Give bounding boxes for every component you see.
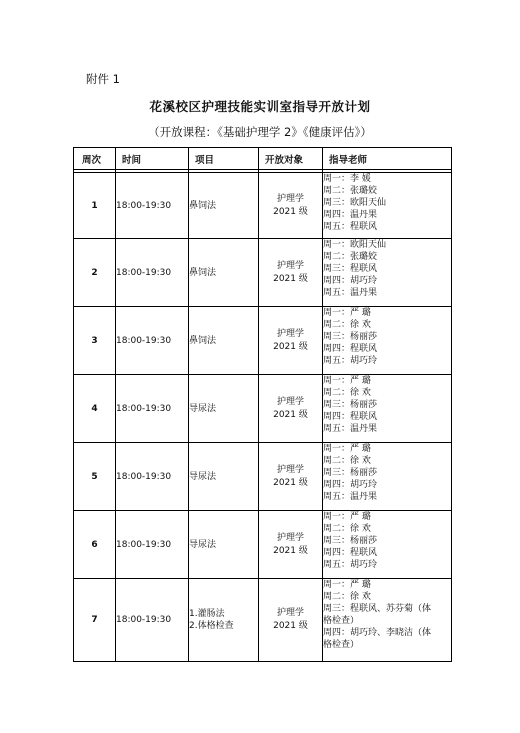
teacher-line: 周五：胡巧玲 bbox=[323, 356, 378, 366]
project-line: 1.灌肠法 bbox=[189, 609, 225, 619]
target-line: 护理学 bbox=[276, 396, 304, 407]
target-cell bbox=[259, 443, 323, 511]
teacher-line: 周五：温丹果 bbox=[323, 492, 378, 502]
time-cell: 18:00-19:30 bbox=[116, 239, 189, 307]
target-cell bbox=[259, 173, 323, 239]
teacher-line: 周三：杨丽莎 bbox=[323, 332, 378, 342]
project-cell bbox=[189, 443, 259, 511]
table-row bbox=[74, 579, 452, 662]
week-cell: 6 bbox=[74, 511, 116, 579]
project-line: 鼻饲法 bbox=[189, 200, 217, 211]
teacher-line: 周三：杨丽莎 bbox=[323, 400, 378, 410]
week-cell: 5 bbox=[74, 443, 116, 511]
target-line: 护理学 bbox=[276, 608, 304, 618]
week-cell: 4 bbox=[74, 375, 116, 443]
teacher-line: 周四：程联风 bbox=[323, 344, 378, 354]
time-cell: 18:00-19:30 bbox=[116, 443, 189, 511]
teacher-line: 周四：程联风 bbox=[323, 412, 378, 422]
teacher-line: 周四：胡巧玲 bbox=[323, 480, 378, 490]
target-line: 护理学 bbox=[276, 260, 304, 271]
project-cell bbox=[189, 239, 259, 307]
teacher-line: 周二：徐 欢 bbox=[323, 592, 371, 602]
target-line: 2021 级 bbox=[273, 545, 308, 556]
teacher-cell bbox=[323, 375, 452, 443]
teacher-line: 周五：温丹果 bbox=[323, 288, 378, 298]
week-cell: 1 bbox=[74, 173, 116, 239]
teacher-line: 周二：徐 欢 bbox=[323, 524, 371, 534]
teacher-line: 周五：胡巧玲 bbox=[323, 560, 378, 570]
attachment-label: 附件 1 bbox=[86, 72, 120, 86]
teacher-line: 周四：程联风 bbox=[323, 548, 378, 558]
target-line: 2021 级 bbox=[273, 206, 308, 217]
teacher-line: 周一：欧阳天仙 bbox=[323, 240, 387, 250]
target-line: 2021 级 bbox=[273, 409, 308, 420]
teacher-line: 周四：胡巧玲、李晓洁（体 bbox=[323, 628, 432, 638]
teacher-line: 周二：徐 欢 bbox=[323, 456, 371, 466]
target-cell bbox=[259, 239, 323, 307]
column-header-week: 周次 bbox=[74, 148, 116, 170]
teacher-cell bbox=[323, 579, 452, 662]
teacher-line: 周二：徐 欢 bbox=[323, 388, 371, 398]
column-header-time: 时间 bbox=[116, 148, 189, 170]
document-title: 花溪校区护理技能实训室指导开放计划 bbox=[149, 99, 371, 114]
time-cell: 18:00-19:30 bbox=[116, 307, 189, 375]
teacher-line: 周一：严 璐 bbox=[323, 444, 371, 454]
teacher-cell bbox=[323, 511, 452, 579]
project-cell bbox=[189, 579, 259, 662]
target-line: 护理学 bbox=[276, 532, 304, 543]
project-line: 导尿法 bbox=[189, 539, 217, 550]
time-cell: 18:00-19:30 bbox=[116, 579, 189, 662]
teacher-line: 周三：程联风、苏芬菊（体 bbox=[323, 604, 432, 614]
teacher-line: 周一：严 璐 bbox=[323, 376, 371, 386]
target-cell bbox=[259, 375, 323, 443]
teacher-line: 周一：严 璐 bbox=[323, 580, 371, 590]
column-header-project: 项目 bbox=[189, 148, 259, 170]
project-cell bbox=[189, 173, 259, 239]
target-line: 2021 级 bbox=[273, 273, 308, 284]
teacher-line: 格检查） bbox=[323, 640, 360, 650]
table-row bbox=[74, 443, 452, 511]
week-cell: 3 bbox=[74, 307, 116, 375]
project-line: 导尿法 bbox=[189, 471, 217, 482]
target-line: 护理学 bbox=[276, 464, 304, 475]
teacher-line: 周五：程联风 bbox=[323, 222, 378, 232]
teacher-cell bbox=[323, 173, 452, 239]
teacher-line: 周四：温丹果 bbox=[323, 210, 378, 220]
project-cell bbox=[189, 307, 259, 375]
teacher-line: 周四：胡巧玲 bbox=[323, 276, 378, 286]
teacher-line: 周二：张璐姣 bbox=[323, 186, 378, 196]
table-row bbox=[74, 511, 452, 579]
table-row bbox=[74, 173, 452, 239]
column-header-target: 开放对象 bbox=[259, 148, 323, 170]
target-cell bbox=[259, 579, 323, 662]
teacher-cell bbox=[323, 307, 452, 375]
project-cell bbox=[189, 375, 259, 443]
week-cell: 2 bbox=[74, 239, 116, 307]
target-line: 2021 级 bbox=[273, 621, 308, 631]
target-cell bbox=[259, 511, 323, 579]
schedule-table bbox=[73, 147, 452, 662]
teacher-line: 周二：张璐姣 bbox=[323, 252, 378, 262]
target-line: 护理学 bbox=[276, 328, 304, 339]
teacher-line: 周三：欧阳天仙 bbox=[323, 198, 387, 208]
project-line: 鼻饲法 bbox=[189, 335, 217, 346]
project-line: 鼻饲法 bbox=[189, 267, 217, 278]
teacher-line: 周一：严 璐 bbox=[323, 512, 371, 522]
teacher-cell bbox=[323, 239, 452, 307]
column-header-teacher: 指导老师 bbox=[323, 148, 452, 170]
project-cell bbox=[189, 511, 259, 579]
teacher-line: 周二：徐 欢 bbox=[323, 320, 371, 330]
target-cell bbox=[259, 307, 323, 375]
table-body bbox=[74, 173, 452, 662]
time-cell: 18:00-19:30 bbox=[116, 511, 189, 579]
teacher-line: 周三：杨丽莎 bbox=[323, 468, 378, 478]
time-cell: 18:00-19:30 bbox=[116, 375, 189, 443]
table-row bbox=[74, 375, 452, 443]
time-cell: 18:00-19:30 bbox=[116, 173, 189, 239]
target-line: 2021 级 bbox=[273, 341, 308, 352]
teacher-line: 周五：温丹果 bbox=[323, 424, 378, 434]
table-row bbox=[74, 307, 452, 375]
target-line: 护理学 bbox=[276, 193, 304, 204]
table-row bbox=[74, 239, 452, 307]
project-line: 导尿法 bbox=[189, 403, 217, 414]
target-line: 2021 级 bbox=[273, 477, 308, 488]
teacher-line: 周三：程联风 bbox=[323, 264, 378, 274]
teacher-cell bbox=[323, 443, 452, 511]
week-cell: 7 bbox=[74, 579, 116, 662]
teacher-line: 周一：严 璐 bbox=[323, 308, 371, 318]
table-header-row bbox=[74, 148, 452, 170]
document-subtitle: （开放课程：《基础护理学 2》《健康评估》） bbox=[148, 125, 372, 139]
teacher-line: 周一：李 媛 bbox=[323, 174, 371, 184]
teacher-line: 周三：杨丽莎 bbox=[323, 536, 378, 546]
teacher-line: 格检查） bbox=[323, 616, 360, 626]
project-line: 2.体格检查 bbox=[189, 621, 234, 631]
